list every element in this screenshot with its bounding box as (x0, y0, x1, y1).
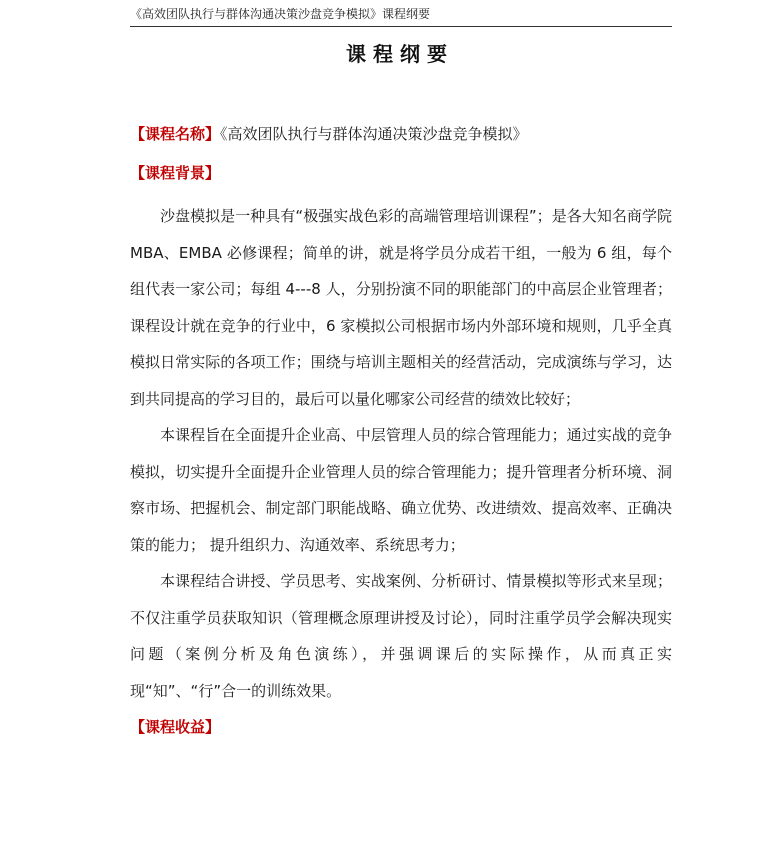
running-header (130, 5, 672, 27)
course-name-value: 《高效团队执行与群体沟通决策沙盘竞争模拟》 (220, 125, 528, 143)
course-name-label: 【课程名称】 (130, 125, 221, 143)
background-paragraph-1: 沙盘模拟是一种具有“极强实战色彩的高端管理培训课程”；是各大知名商学院 MBA、EMBA 必修课程；简单的讲，就是将学员分成若干组，一般为 6 组，每个组代表一家公司；每组 4---8 人，分别扮演不同的职能部门的中高层企业管理者；课程设计就在竞争的行业中，6 家模拟公司根据市场内外部环境和规则，几乎全真模拟日常实际的各项工作；围绕与培训主题相关的经营活动，完成演练与学习，达到共同提高的学习目的，最后可以量化哪家公司经营的绩效比较好； (130, 207, 672, 408)
background-label: 【课程背景】 (130, 164, 221, 182)
benefits-heading (130, 713, 672, 742)
background-heading (130, 159, 672, 188)
background-section (130, 198, 672, 709)
document-title: 课程纲要 (346, 42, 454, 66)
benefits-label: 【课程收益】 (130, 718, 221, 736)
document-body (130, 120, 672, 742)
background-paragraph-2: 本课程旨在全面提升企业高、中层管理人员的综合管理能力；通过实战的竞争模拟，切实提升全面提升企业管理人员的综合管理能力；提升管理者分析环境、洞察市场、把握机会、制定部门职能战略、确立优势、改进绩效、提高效率、正确决策的能力； 提升组织力、沟通效率、系统思考力； (130, 426, 672, 554)
background-paragraph-3: 本课程结合讲授、学员思考、实战案例、分析研讨、情景模拟等形式来呈现；不仅注重学员获取知识（管理概念原理讲授及讨论），同时注重学员学会解决现实问题（案例分析及角色演练），并强调课后的实际操作，从而真正实现“知”、“行”合一的训练效果。 (130, 572, 672, 700)
running-header-text: 《高效团队执行与群体沟通决策沙盘竞争模拟》课程纲要 (130, 7, 431, 21)
course-name-line (130, 120, 672, 149)
